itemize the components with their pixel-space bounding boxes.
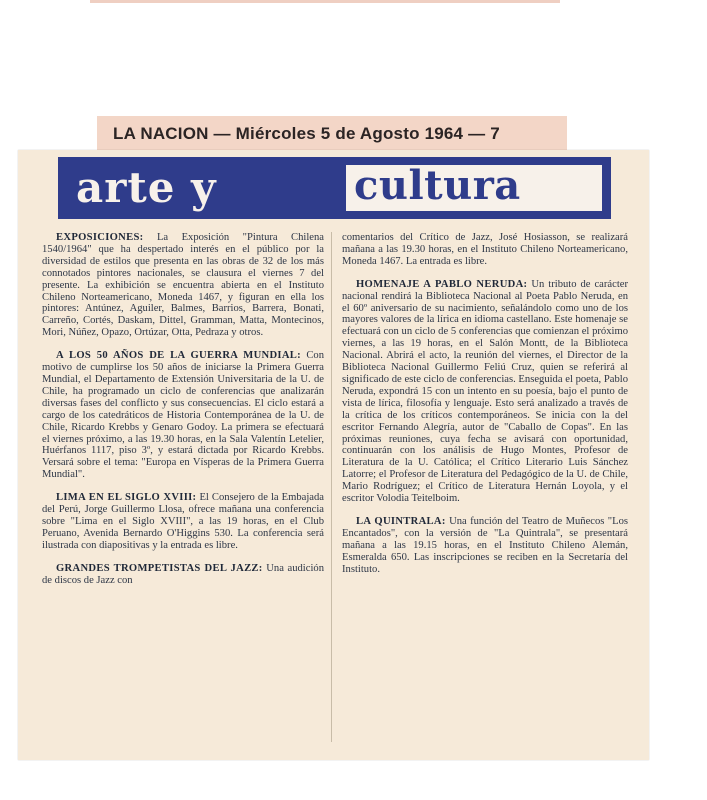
article-body: El Consejero de la Embajada del Perú, Jorge Guillermo Llosa, ofrece mañana una conferencia sobre "Lima en el Siglo XVIII", a las 19 horas, en el Club Peruano, Avenida Bernardo O'Higgins 530. La conferencia será ilustrada con diapositivas y la entrada es libre. (42, 492, 324, 551)
article-exposiciones (42, 232, 324, 339)
banner-title-box (346, 162, 602, 211)
article-body: Un tributo de carácter nacional rendirá la Biblioteca Nacional al Poeta Pablo Neruda, en el 60º aniversario de su nacimiento, señalándolo como uno de los mayores valores de la lírica en idioma castellano. Este homenaje se efectuará con un ciclo de 5 conferencias que comienzan el próximo viernes, a las 19 horas, en el Salón Montt, de la Biblioteca Nacional. Abrirá el acto, la reunión del viernes, el Director de la Biblioteca Nacional Guillermo Feliú Cruz, quien se referirá al significado de este ciclo de conferencias. Enseguida el poeta, Pablo Neruda, expondrá 15 con un intento en su poesía, bajo el punto de vista de lírica, filosofía y lenguaje. Esto será analizado a través de la crítica de los críticos contemporáneos. Se inicia con la del escritor Fernando Alegría, autor de "Caballo de Copas". En las próximas reuniones, cuya fecha se avisará con oportunidad, continuarán con los análisis de Hugo Montes, Profesor de Literatura de la U. Católica; el Crítico Literario Luis Sánchez Latorre; el Profesor de Literatura del Pedagógico de la U. de Chile, Mario Rodríguez; el Crítico de Literatura Hernán Loyola, y el escritor Volodia Teitelboim. (342, 278, 628, 505)
banner-title-right: cultura (354, 162, 521, 209)
article-body: Una audición de discos de Jazz con (42, 562, 324, 586)
article-heading: GRANDES TROMPETISTAS DEL JAZZ: (56, 562, 263, 574)
newspaper-clipping (18, 150, 649, 760)
article-heading: LIMA EN EL SIGLO XVIII: (56, 492, 197, 504)
article-heading: EXPOSICIONES: (56, 232, 144, 243)
article-heading: LA QUINTRALA: (356, 515, 446, 527)
article-heading: A LOS 50 AÑOS DE LA GUERRA MUNDIAL: (56, 350, 301, 362)
article-body: Una función del Teatro de Muñecos "Los Encantados", con la versión de "La Quintrala", se presentará mañana a las 19.15 horas, en el Instituto Chileno Alemán, Esmeralda 650. Las inscripciones se reciben en la Secretaría del Instituto. (342, 515, 628, 575)
newspaper-header (97, 116, 567, 150)
left-column (42, 232, 324, 597)
section-banner (58, 157, 611, 219)
article-body: comentarios del Crítico de Jazz, José Hosiasson, se realizará mañana a las 19.30 horas, en el Instituto Chileno Norteamericano, Moneda 1467. La entrada es libre. (342, 232, 628, 267)
article-neruda (342, 279, 628, 505)
newspaper-dateline: LA NACION — Miércoles 5 de Agosto 1964 — 7 (113, 124, 500, 143)
right-column (342, 232, 628, 586)
article-quintrala (342, 516, 628, 576)
article-body: Con motivo de cumplirse los 50 años de iniciarse la Primera Guerra Mundial, el Departamento de Extensión Universitaria de la U. de Chile, ha programado un ciclo de conferencias que analizarán diversas fases del conflicto y sus consecuencias. El ciclo estará a cargo de los catedráticos de Historia Contemporánea de la U. de Chile, Ricardo Krebbs y Genaro Godoy. La primera se efectuará el viernes próximo, a las 19.30 horas, en la Sala Valentín Letelier, Huérfanos 1117, piso 3º, y estará dictada por Ricardo Krebbs. Versará sobre el tema: "Europa en Vísperas de la Primera Guerra Mundial". (42, 350, 324, 481)
article-lima (42, 492, 324, 552)
article-body: La Exposición "Pintura Chilena 1540/1964" que ha despertado interés en el público por la diversidad de estilos que presenta en las obras de 32 de los más connotados pintores nacionales, se clausura el viernes 7 del presente. La exhibición se encuentra abierta en el Instituto Chileno Norteamericano, Moneda 1467, y figuran en ella los pintores: Antúnez, Aguiler, Balmes, Barrios, Barrera, Bonati, Carreño, Cortés, Daskam, Dittel, Gramman, Matta, Montecinos, Mori, Núñez, Opazo, Ortúzar, Otta, Pedraza y otros. (42, 232, 324, 339)
article-heading: HOMENAJE A PABLO NERUDA: (356, 278, 528, 290)
article-jazz-continued (342, 232, 628, 268)
article-guerra-mundial (42, 350, 324, 481)
top-paper-strip (90, 0, 560, 3)
banner-title-left: arte y (76, 163, 217, 212)
column-divider (331, 232, 332, 742)
article-jazz (42, 563, 324, 587)
